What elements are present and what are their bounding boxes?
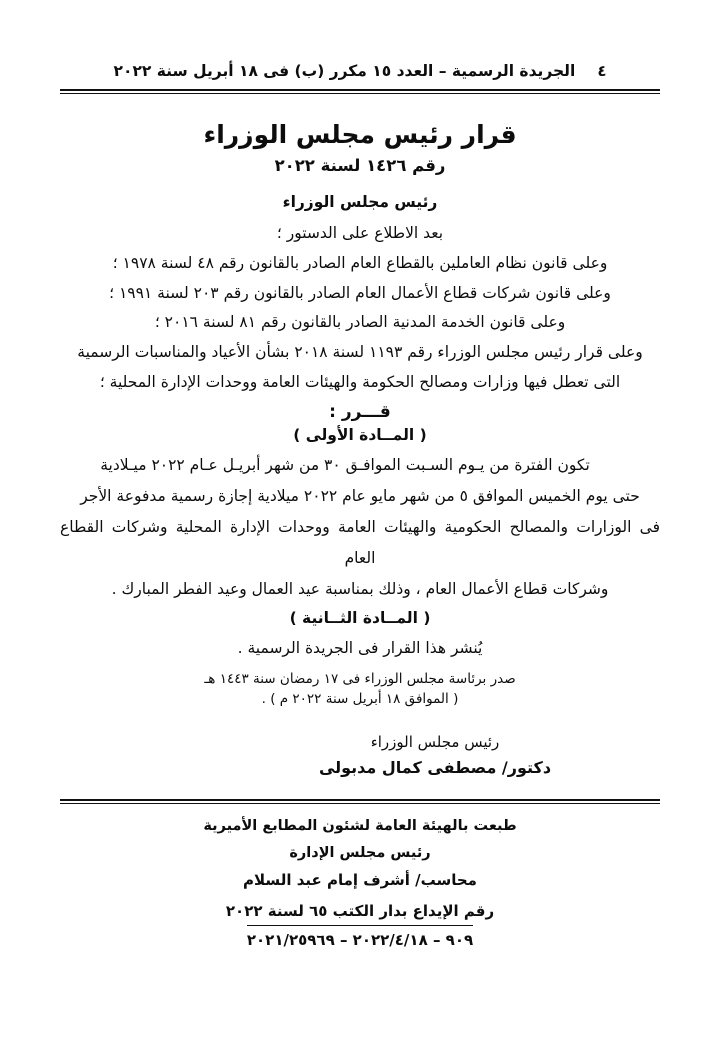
article-one-body: [60, 450, 660, 605]
page-header: [60, 0, 660, 80]
page-footer: [60, 818, 660, 949]
decree-number: رقم ١٤٢٦ لسنة ٢٠٢٢: [274, 156, 446, 175]
preamble-line: وعلى قانون الخدمة المدنية الصادر بالقانون رقم ٨١ لسنة ٢٠١٦ ؛: [154, 313, 566, 332]
board-chairman-role: رئيس مجلس الإدارة: [289, 844, 431, 861]
signature-name: دكتور/ مصطفى كمال مدبولى: [318, 757, 552, 777]
issuer-label: رئيس مجلس الوزراء: [282, 193, 438, 211]
reference-wrapper: [247, 925, 473, 949]
preamble-line: وعلى قرار رئيس مجلس الوزراء رقم ١١٩٣ لسنة ٢٠١٨ بشأن الأعياد والمناسبات الرسمية: [77, 343, 643, 361]
article-one-line: وشركات قطاع الأعمال العام ، وذلك بمناسبة عيد العمال وعيد الفطر المبارك .: [111, 579, 609, 598]
preamble-line: وعلى قانون شركات قطاع الأعمال العام الصادر بالقانون رقم ٢٠٣ لسنة ١٩٩١ ؛: [109, 283, 611, 302]
article-one-line: حتى يوم الخميس الموافق ٥ من شهر مايو عام ٢٠٢٢ ميلادية إجازة رسمية مدفوعة الأجر: [80, 486, 640, 505]
decree-title: قرار رئيس مجلس الوزراء: [203, 120, 517, 149]
issued-gregorian-date: ( الموافق ١٨ أبريل سنة ٢٠٢٢ م ) .: [261, 690, 459, 707]
decides-label: قـــرر :: [329, 401, 391, 422]
page-content: [60, 0, 660, 1039]
preamble-line: وعلى قانون نظام العاملين بالقطاع العام الصادر بالقانون رقم ٤٨ لسنة ١٩٧٨ ؛: [112, 253, 608, 272]
article-one-line: فى الوزارات والمصالح الحكومية والهيئات العامة ووحدات الإدارة المحلية وشركات القطاع العام: [60, 517, 660, 567]
deposit-number: رقم الإيداع بدار الكتب ٦٥ لسنة ٢٠٢٢: [225, 901, 495, 920]
article-two-heading: ( المــادة الثــانية ): [289, 608, 431, 627]
gazette-header-line: الجريدة الرسمية – العدد ١٥ مكرر (ب) فى ١٨ أبريل سنة ٢٠٢٢: [113, 62, 576, 80]
article-one-line: تكون الفترة من يـوم السـبت الموافـق ٣٠ من شهر أبريـل عـام ٢٠٢٢ ميـلادية: [100, 455, 590, 474]
header-divider: [60, 89, 660, 94]
signature-block: [60, 733, 660, 777]
reference-number: ٢٠٢١/٢٥٩٦٩ – ٢٠٢٢/٤/١٨ – ٩٠٩: [246, 930, 474, 949]
preamble-line: التى تعطل فيها وزارات ومصالح الحكومة والهيئات العامة ووحدات الإدارة المحلية ؛: [99, 372, 621, 391]
printed-by-label: طبعت بالهيئة العامة لشئون المطابع الأميرية: [203, 817, 517, 834]
article-two-body: يُنشر هذا القرار فى الجريدة الرسمية .: [237, 638, 483, 657]
footer-divider: [60, 799, 660, 804]
issued-hijri-date: صدر برئاسة مجلس الوزراء فى ١٧ رمضان سنة ١٤٤٣ هـ: [204, 670, 516, 687]
signature-role: رئيس مجلس الوزراء: [370, 732, 500, 751]
page-number: ٤: [597, 62, 607, 80]
board-chairman-name: محاسب/ أشرف إمام عبد السلام: [243, 870, 477, 889]
preamble-line: بعد الاطلاع على الدستور ؛: [276, 224, 444, 242]
article-one-heading: ( المــادة الأولى ): [293, 425, 427, 444]
preamble-block: [60, 219, 660, 398]
